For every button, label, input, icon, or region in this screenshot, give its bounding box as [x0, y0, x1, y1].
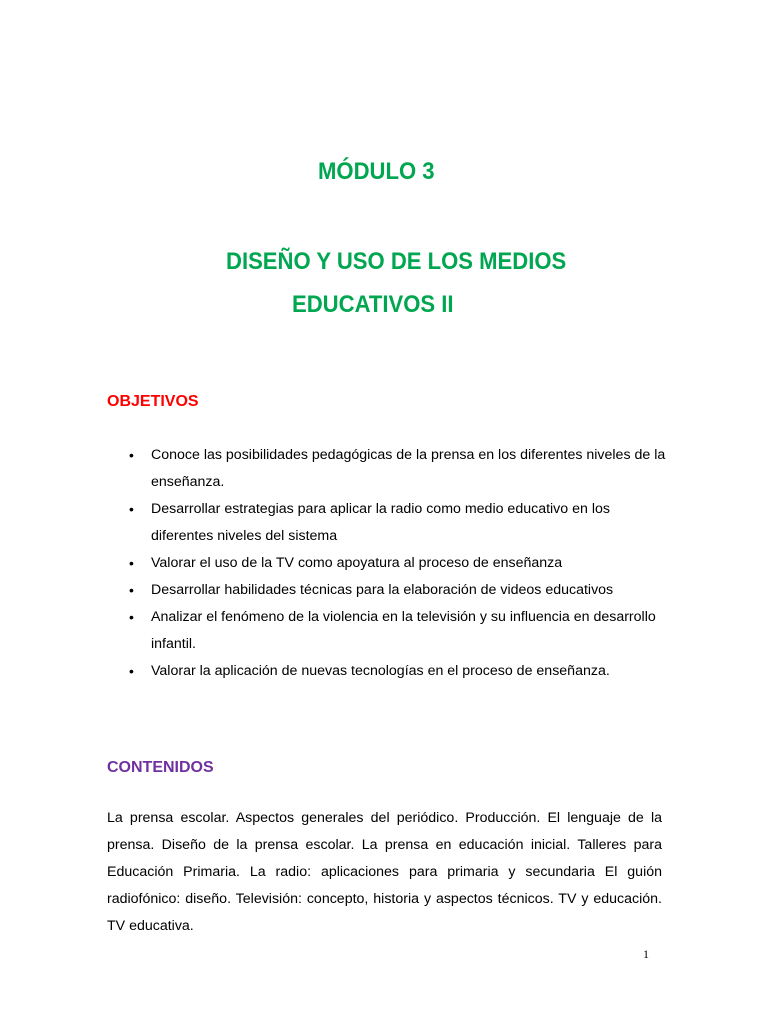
objective-text: Conoce las posibilidades pedagógicas de la prensa en los diferentes niveles de la enseñanza.	[151, 447, 666, 490]
objective-item	[107, 550, 667, 577]
module-title: MÓDULO 3	[318, 158, 435, 185]
bullet-icon: •	[129, 501, 134, 517]
page-number: 1	[643, 947, 649, 961]
objective-text: Desarrollar habilidades técnicas para la elaboración de videos educativos	[151, 582, 614, 598]
objective-item	[107, 442, 667, 496]
contents-paragraph: La prensa escolar. Aspectos generales del periódico. Producción. El lenguaje de la prensa. Diseño de la prensa escolar. La prensa en educación inicial. Talleres para Educación Primaria. La radio: aplicaciones para primaria y secundaria El guión radiofónico: diseño. Televisión: concepto, historia y aspectos técnicos. TV y educación. TV educativa.	[107, 810, 662, 934]
bullet-icon: •	[129, 582, 134, 598]
objective-item	[107, 658, 667, 685]
module-subtitle-line1: DISEÑO Y USO DE LOS MEDIOS	[226, 248, 567, 275]
objective-text: Valorar el uso de la TV como apoyatura al proceso de enseñanza	[151, 555, 563, 571]
objectives-list	[107, 442, 667, 685]
bullet-icon: •	[129, 555, 134, 571]
objectives-heading: OBJETIVOS	[107, 393, 199, 410]
module-subtitle-line2: EDUCATIVOS II	[292, 291, 454, 318]
objective-item	[107, 577, 667, 604]
bullet-icon: •	[129, 663, 134, 679]
bullet-icon: •	[129, 609, 134, 625]
objective-item	[107, 496, 667, 550]
objective-text: Desarrollar estrategias para aplicar la radio como medio educativo en los diferentes niveles del sistema	[151, 501, 610, 544]
objective-item	[107, 604, 667, 658]
bullet-icon: •	[129, 447, 134, 463]
contents-heading: CONTENIDOS	[107, 759, 214, 776]
objective-text: Analizar el fenómeno de la violencia en la televisión y su influencia en desarrollo infantil.	[151, 609, 656, 652]
objective-text: Valorar la aplicación de nuevas tecnologías en el proceso de enseñanza.	[151, 663, 610, 679]
